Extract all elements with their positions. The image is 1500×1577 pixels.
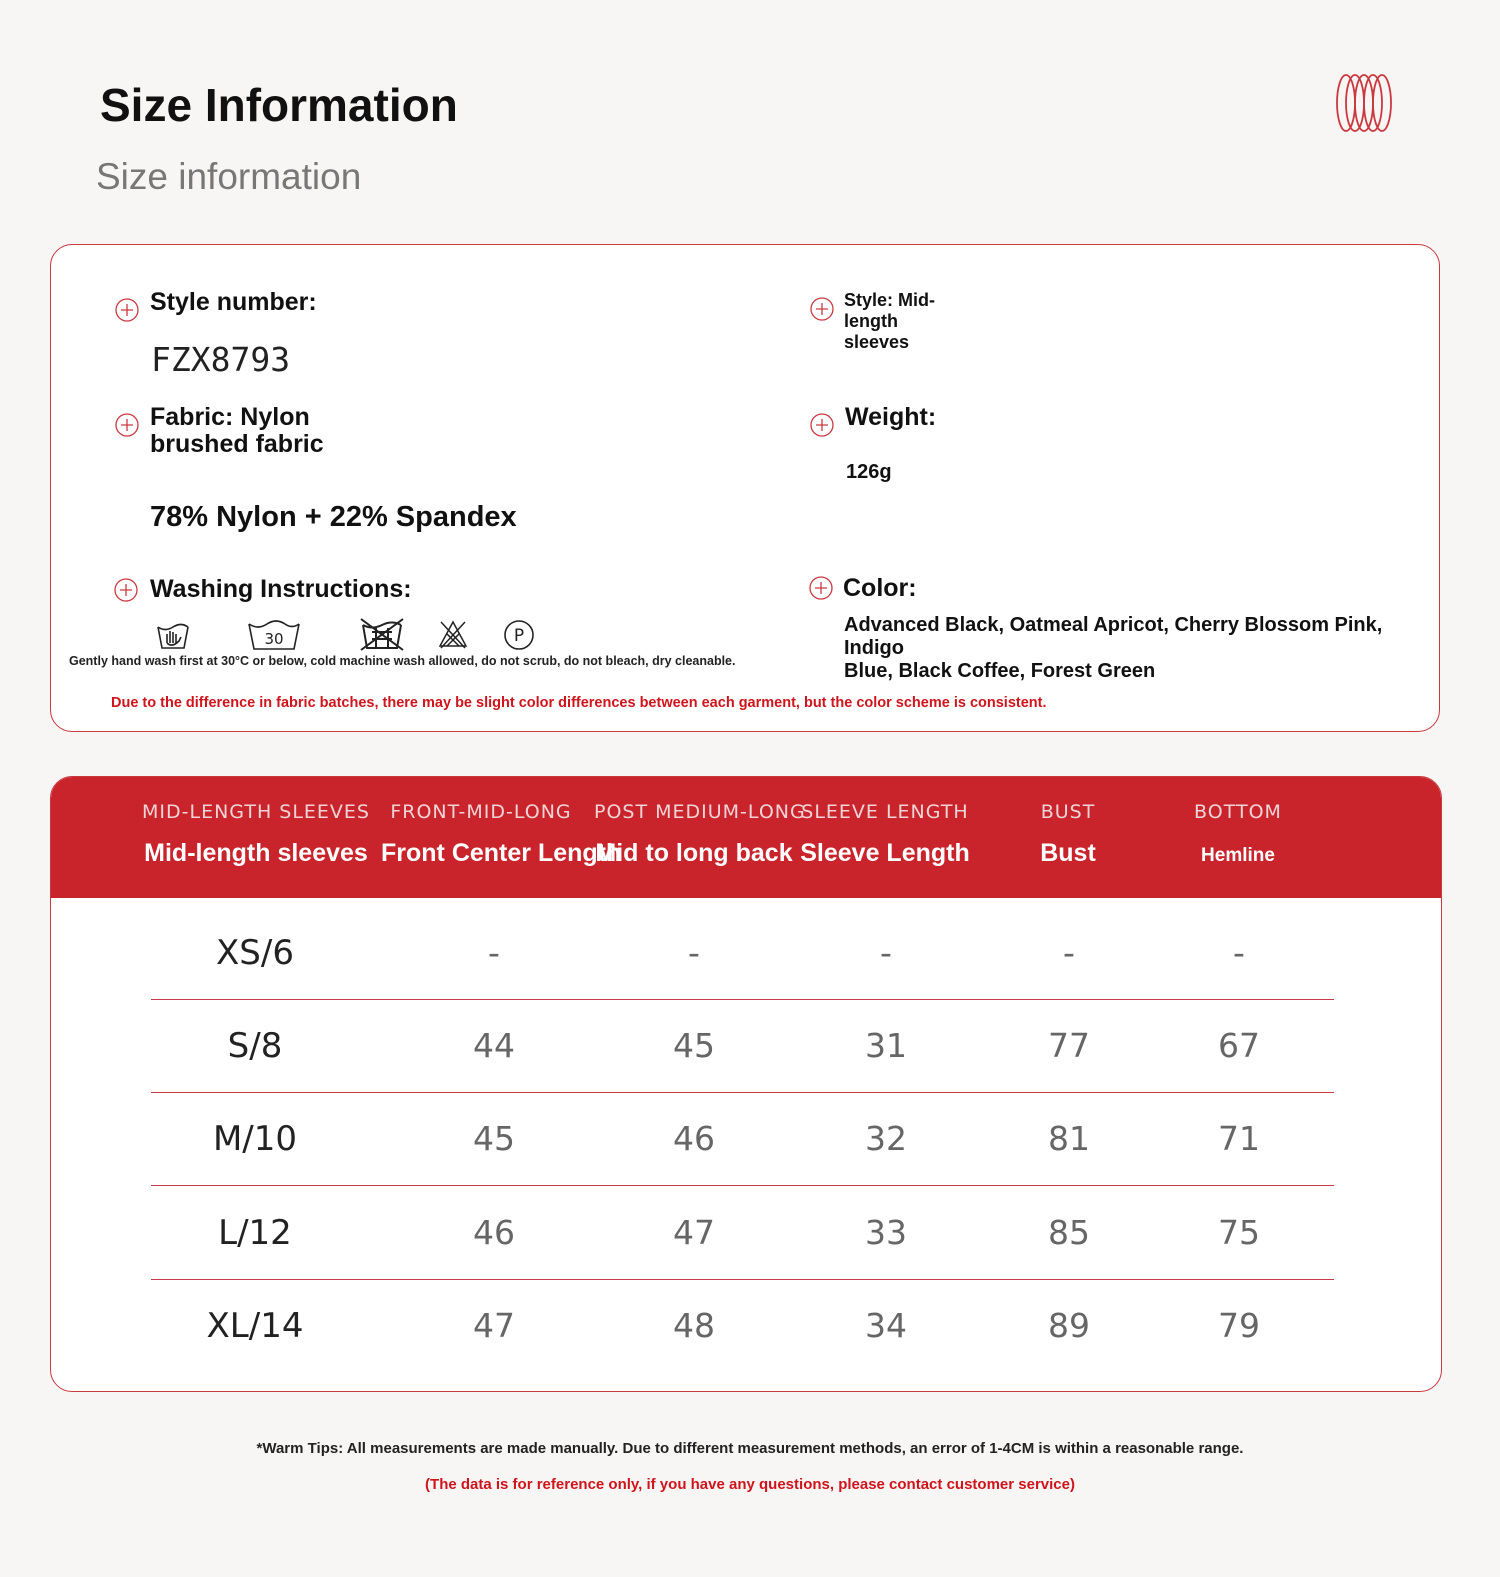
machine-wash-30-icon [247, 619, 301, 651]
reference-note: (The data is for reference only, if you have any questions, please contact customer service) [425, 1476, 1075, 1493]
plus-circle-icon [809, 576, 833, 600]
value-cell: 47 [673, 1213, 715, 1252]
fabric-value: 78% Nylon + 22% Spandex [150, 501, 517, 533]
value-cell: 31 [865, 1026, 907, 1065]
value-cell: 89 [1048, 1306, 1090, 1345]
color-value: Advanced Black, Oatmeal Apricot, Cherry Blossom Pink, Indigo Blue, Black Coffee, Forest Green [844, 614, 1383, 682]
value-cell: - [880, 933, 892, 972]
table-row [151, 1187, 1334, 1280]
color-label: Color: [843, 574, 917, 602]
product-info-card [50, 244, 1440, 732]
size-table-header: MID-LENGTH SLEEVES Mid-length sleeves FRONT-MID-LONG Front Center Length POST MEDIUM-LONG Mid to long back SLEEVE LENGTH Sleeve Length BUST Bust BOTTOM Hemline [51, 777, 1441, 898]
size-cell: XS/6 [216, 933, 294, 973]
page-title: Size Information [100, 79, 458, 131]
do-not-bleach-icon [437, 619, 469, 649]
value-cell: 46 [473, 1213, 515, 1252]
value-cell: - [1063, 933, 1075, 972]
table-row [151, 1093, 1334, 1186]
plus-circle-icon [115, 413, 139, 437]
svg-text:P: P [513, 626, 525, 646]
plus-circle-icon [115, 298, 139, 322]
value-cell: 67 [1218, 1026, 1260, 1065]
washing-label: Washing Instructions: [150, 575, 412, 603]
value-cell: 46 [673, 1119, 715, 1158]
size-table [50, 776, 1442, 1392]
row-divider [151, 1185, 1334, 1187]
size-cell: XL/14 [206, 1306, 304, 1346]
style-number-label: Style number: [150, 288, 317, 316]
value-cell: 45 [473, 1119, 515, 1158]
color-difference-notice: Due to the difference in fabric batches, there may be slight color differences between each garment, but the color scheme is consistent. [111, 695, 1047, 711]
value-cell: - [1233, 933, 1245, 972]
weight-value: 126g [846, 461, 892, 483]
value-cell: 47 [473, 1306, 515, 1345]
table-row [151, 1000, 1334, 1093]
value-cell: 79 [1218, 1306, 1260, 1345]
value-cell: - [688, 933, 700, 972]
style-number-value: FZX8793 [151, 340, 291, 379]
value-cell: 44 [473, 1026, 515, 1065]
value-cell: 77 [1048, 1026, 1090, 1065]
plus-circle-icon [114, 578, 138, 602]
value-cell: 32 [865, 1119, 907, 1158]
value-cell: 81 [1048, 1119, 1090, 1158]
plus-circle-icon [810, 413, 834, 437]
svg-text:30: 30 [264, 630, 284, 648]
hand-wash-icon [156, 621, 190, 651]
dry-clean-p-icon [503, 619, 535, 651]
table-row [151, 1280, 1334, 1373]
washing-note: Gently hand wash first at 30°C or below, cold machine wash allowed, do not scrub, do not bleach, dry cleanable. [69, 654, 736, 668]
brand-rings-icon [1336, 72, 1392, 134]
size-cell: S/8 [227, 1026, 283, 1066]
fabric-label: Fabric: Nylon brushed fabric [150, 403, 324, 458]
value-cell: 85 [1048, 1213, 1090, 1252]
do-not-tumble-dry-icon [359, 617, 405, 651]
value-cell: 34 [865, 1306, 907, 1345]
value-cell: - [488, 933, 500, 972]
page-subtitle: Size information [96, 156, 362, 197]
size-cell: M/10 [212, 1119, 298, 1159]
value-cell: 48 [673, 1306, 715, 1345]
size-cell: L/12 [218, 1213, 292, 1253]
value-cell: 45 [673, 1026, 715, 1065]
plus-circle-icon [810, 297, 834, 321]
table-row [151, 907, 1334, 1000]
weight-label: Weight: [845, 403, 937, 431]
value-cell: 33 [865, 1213, 907, 1252]
style-label: Style: Mid- length sleeves [844, 290, 936, 352]
value-cell: 75 [1218, 1213, 1260, 1252]
warm-tips: *Warm Tips: All measurements are made manually. Due to different measurement methods, an error of 1-4CM is within a reasonable range. [256, 1440, 1244, 1457]
value-cell: 71 [1218, 1119, 1260, 1158]
